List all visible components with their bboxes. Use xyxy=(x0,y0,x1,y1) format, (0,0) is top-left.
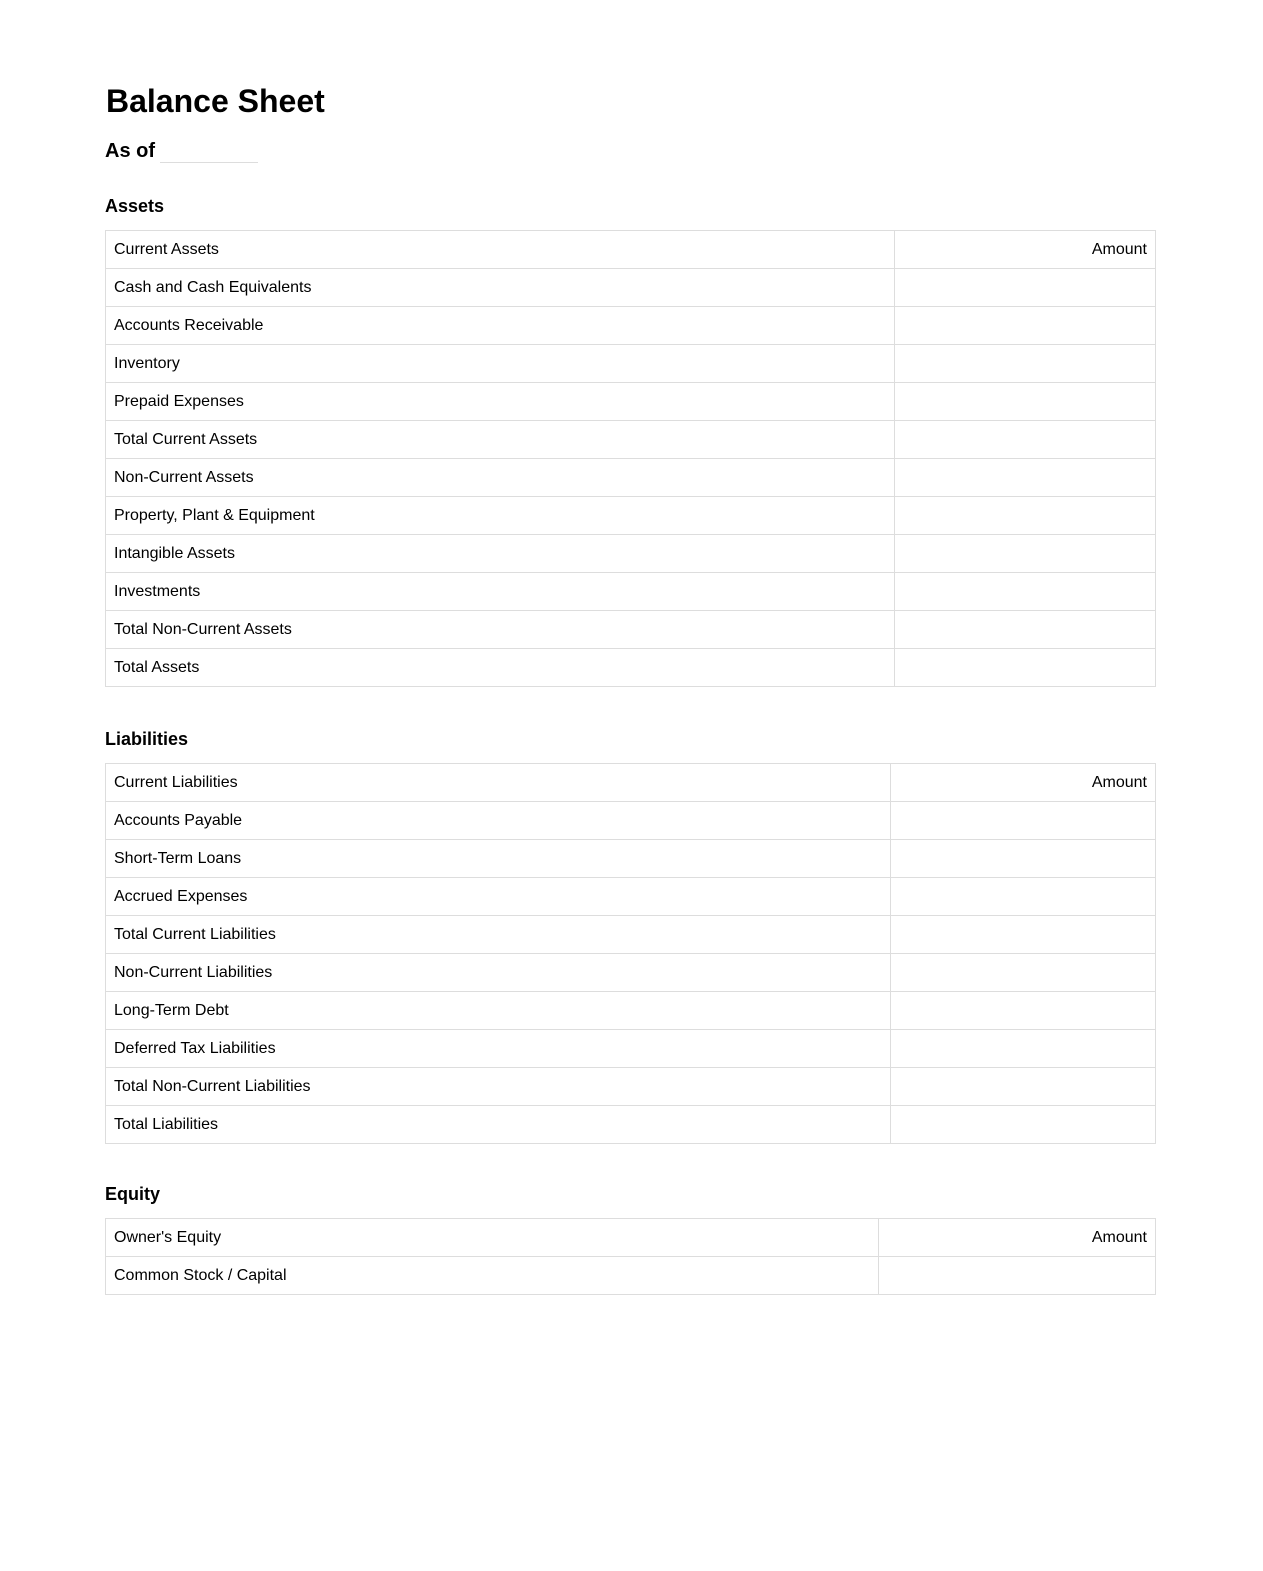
table-row xyxy=(106,954,1156,992)
line-item-label: Intangible Assets xyxy=(106,535,895,573)
line-item-label: Inventory xyxy=(106,345,895,383)
amount-cell[interactable] xyxy=(895,573,1156,611)
line-item-label: Deferred Tax Liabilities xyxy=(106,1030,891,1068)
liabilities-heading: Liabilities xyxy=(105,729,189,749)
amount-column-header: Amount xyxy=(891,764,1156,802)
amount-cell[interactable] xyxy=(895,535,1156,573)
table-row xyxy=(106,916,1156,954)
category-label: Owner's Equity xyxy=(106,1219,879,1257)
amount-cell[interactable] xyxy=(891,954,1156,992)
line-item-label: Accounts Payable xyxy=(106,802,891,840)
table-row xyxy=(106,1257,1156,1295)
amount-column-header: Amount xyxy=(879,1219,1156,1257)
line-item-label: Prepaid Expenses xyxy=(106,383,895,421)
table-row xyxy=(106,383,1156,421)
table-row xyxy=(106,307,1156,345)
line-item-label: Cash and Cash Equivalents xyxy=(106,269,895,307)
category-label: Current Assets xyxy=(106,231,895,269)
line-item-label: Investments xyxy=(106,573,895,611)
table-row xyxy=(106,1106,1156,1144)
line-item-label: Accounts Receivable xyxy=(106,307,895,345)
table-row xyxy=(106,1030,1156,1068)
line-item-label: Long-Term Debt xyxy=(106,992,891,1030)
table-row xyxy=(106,421,1156,459)
line-item-label: Total Assets xyxy=(106,649,895,687)
amount-cell[interactable] xyxy=(891,1106,1156,1144)
line-item-label: Total Current Assets xyxy=(106,421,895,459)
line-item-label: Total Non-Current Liabilities xyxy=(106,1068,891,1106)
amount-cell[interactable] xyxy=(895,497,1156,535)
table-row xyxy=(106,992,1156,1030)
amount-cell[interactable] xyxy=(895,269,1156,307)
table-row xyxy=(106,497,1156,535)
line-item-label: Short-Term Loans xyxy=(106,840,891,878)
table-row xyxy=(106,1068,1156,1106)
liabilities-table xyxy=(105,763,1156,1144)
amount-cell[interactable] xyxy=(891,878,1156,916)
line-item-label: Common Stock / Capital xyxy=(106,1257,879,1295)
table-row xyxy=(106,459,1156,497)
amount-cell[interactable] xyxy=(895,421,1156,459)
equity-table xyxy=(105,1218,1156,1295)
assets-table xyxy=(105,230,1156,687)
page-title: Balance Sheet xyxy=(106,83,325,119)
line-item-label: Non-Current Liabilities xyxy=(106,954,891,992)
as-of-date-input[interactable] xyxy=(160,142,258,163)
line-item-label: Total Liabilities xyxy=(106,1106,891,1144)
table-header-row xyxy=(106,1219,1156,1257)
table-header-row xyxy=(106,764,1156,802)
line-item-label: Total Current Liabilities xyxy=(106,916,891,954)
amount-cell[interactable] xyxy=(895,307,1156,345)
line-item-label: Accrued Expenses xyxy=(106,878,891,916)
table-row xyxy=(106,535,1156,573)
amount-cell[interactable] xyxy=(879,1257,1156,1295)
table-row xyxy=(106,345,1156,383)
amount-cell[interactable] xyxy=(895,345,1156,383)
as-of-line xyxy=(105,140,258,163)
equity-heading: Equity xyxy=(105,1184,161,1204)
table-header-row xyxy=(106,231,1156,269)
amount-cell[interactable] xyxy=(891,1068,1156,1106)
table-row xyxy=(106,840,1156,878)
table-row xyxy=(106,649,1156,687)
assets-heading: Assets xyxy=(105,196,165,216)
amount-cell[interactable] xyxy=(891,916,1156,954)
table-row xyxy=(106,611,1156,649)
amount-cell[interactable] xyxy=(891,992,1156,1030)
line-item-label: Total Non-Current Assets xyxy=(106,611,895,649)
line-item-label: Non-Current Assets xyxy=(106,459,895,497)
amount-cell[interactable] xyxy=(895,611,1156,649)
as-of-label: As of xyxy=(105,140,155,162)
amount-cell[interactable] xyxy=(895,649,1156,687)
amount-cell[interactable] xyxy=(891,802,1156,840)
table-row xyxy=(106,802,1156,840)
amount-cell[interactable] xyxy=(895,459,1156,497)
amount-cell[interactable] xyxy=(891,1030,1156,1068)
table-row xyxy=(106,878,1156,916)
line-item-label: Property, Plant & Equipment xyxy=(106,497,895,535)
amount-cell[interactable] xyxy=(895,383,1156,421)
table-row xyxy=(106,573,1156,611)
amount-column-header: Amount xyxy=(895,231,1156,269)
amount-cell[interactable] xyxy=(891,840,1156,878)
table-row xyxy=(106,269,1156,307)
category-label: Current Liabilities xyxy=(106,764,891,802)
